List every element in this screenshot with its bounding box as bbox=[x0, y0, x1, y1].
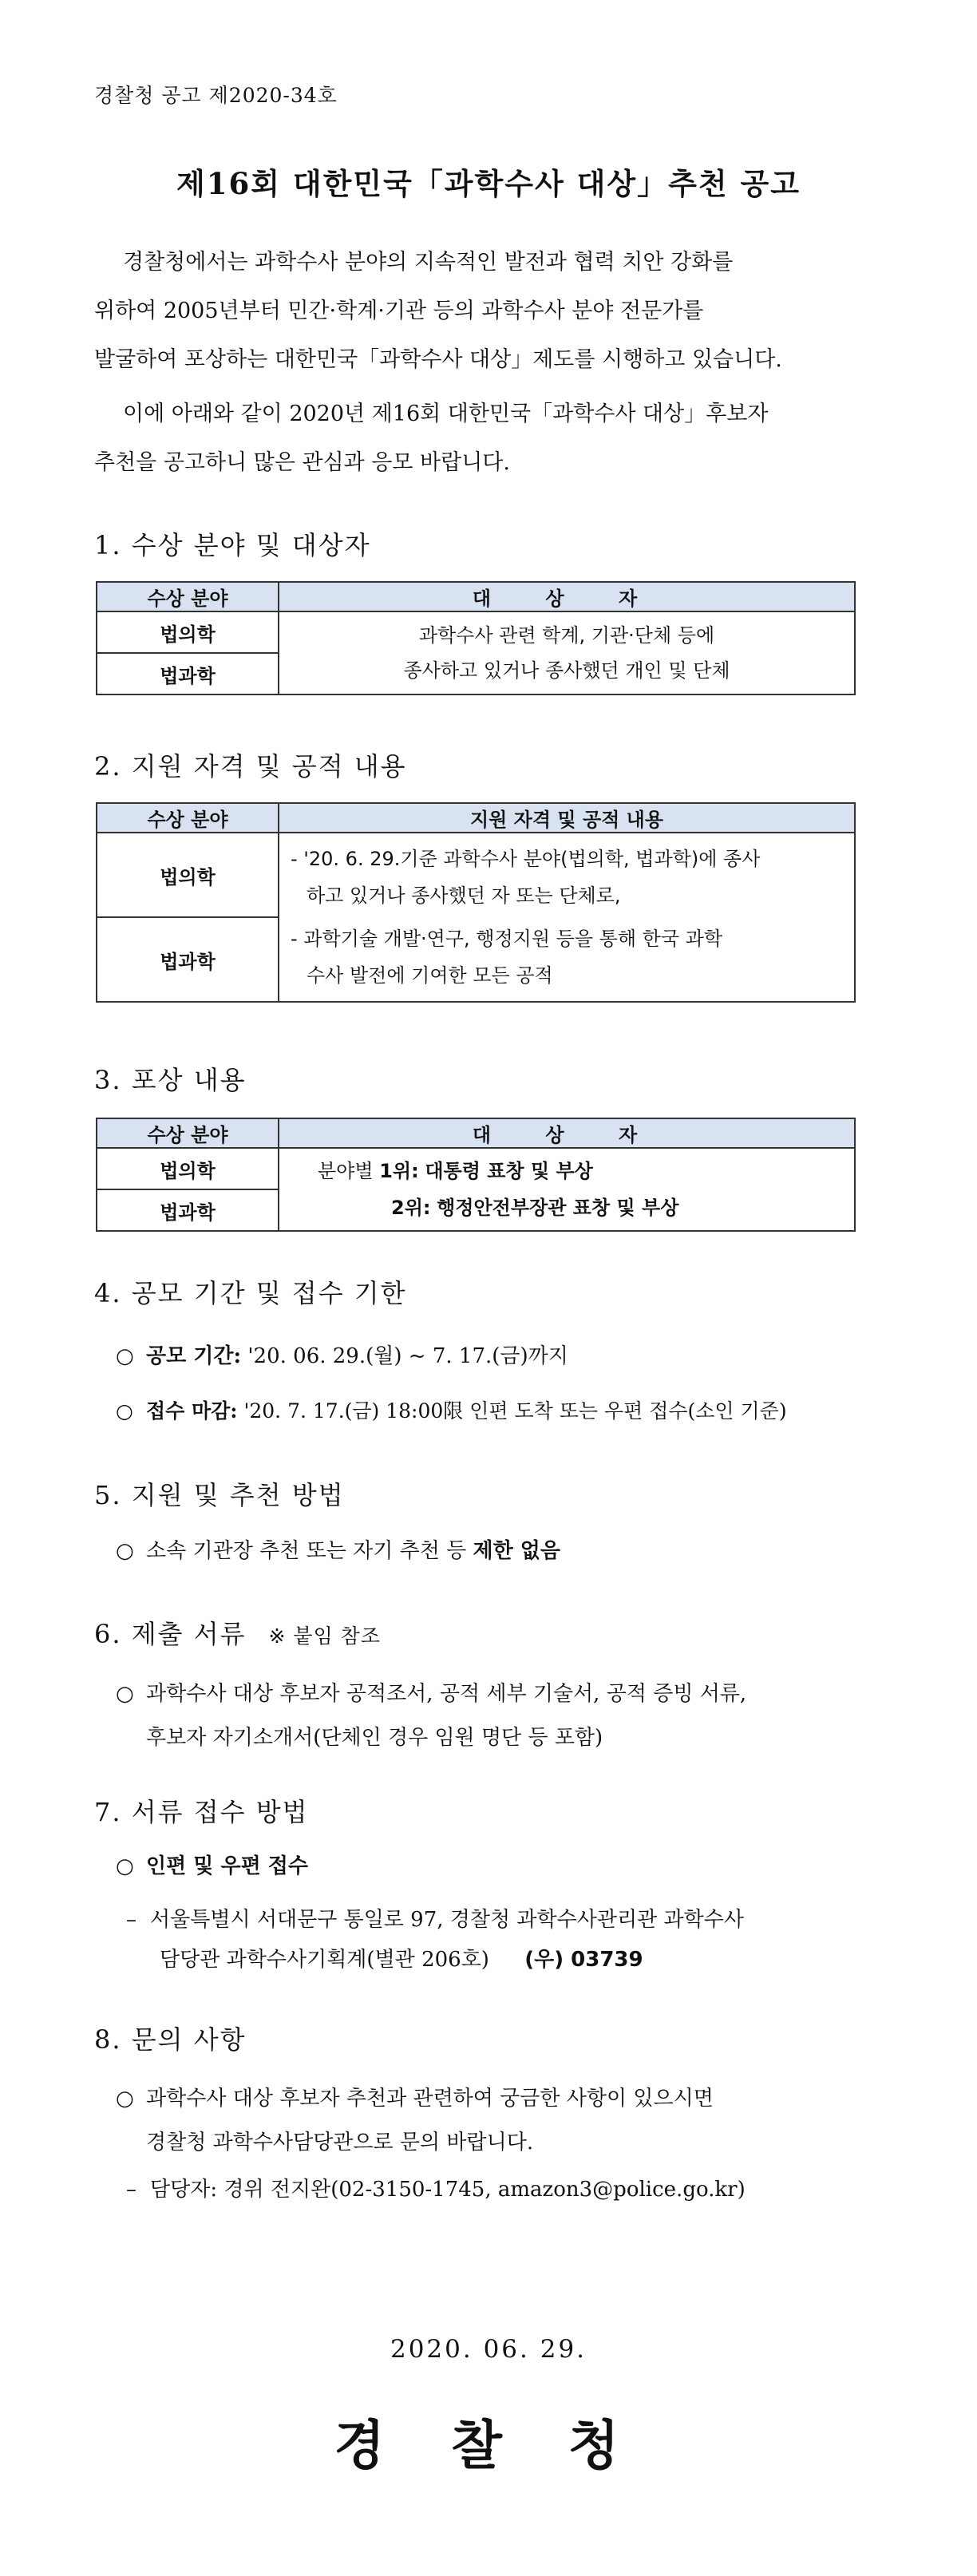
table-cell-description bbox=[279, 833, 855, 1002]
page-title: 제16회 대한민국「과학수사 대상」추천 공고 bbox=[176, 166, 801, 201]
section-7-heading: 7. 서류 접수 방법 bbox=[94, 1797, 309, 1827]
qualification-line: - 과학기술 개발·연구, 행정지원 등을 통해 한국 과학 bbox=[291, 928, 722, 950]
section-3-table bbox=[96, 1118, 856, 1232]
section-3-heading: 3. 포상 내용 bbox=[94, 1065, 247, 1095]
bullet-strong: 제한 없음 bbox=[473, 1539, 561, 1563]
section-6-title: 6. 제출 서류 bbox=[94, 1619, 247, 1649]
table-cell-category: 법과학 bbox=[97, 653, 279, 694]
bullet-item bbox=[116, 2077, 714, 2165]
intro-paragraph-1 bbox=[94, 238, 880, 384]
section-2-table bbox=[96, 802, 856, 1003]
description-line: 과학수사 관련 학계, 기관·단체 등에 bbox=[418, 624, 715, 647]
intro-line: 발굴하여 포상하는 대한민국「과학수사 대상」제도를 시행하고 있습니다. bbox=[94, 347, 782, 372]
intro-line: 위하여 2005년부터 민간·학계·기관 등의 과학수사 분야 전문가를 bbox=[94, 299, 704, 323]
circle-bullet-icon: ○ bbox=[116, 1344, 134, 1368]
notice-number: 경찰청 공고 제2020-34호 bbox=[94, 84, 338, 107]
section-5-heading: 5. 지원 및 추천 방법 bbox=[94, 1480, 345, 1510]
circle-bullet-icon: ○ bbox=[116, 2087, 134, 2111]
address-line: 담당관 과학수사기획계(별관 206호) bbox=[160, 1948, 489, 1972]
description-line: 종사하고 있거나 종사했던 개인 및 단체 bbox=[403, 659, 730, 682]
table-cell-description bbox=[279, 611, 855, 694]
attachment-note: ※ 붙임 참조 bbox=[268, 1624, 381, 1648]
bullet-item bbox=[116, 1850, 308, 1879]
table-header: 수상 분야 bbox=[97, 803, 279, 833]
bullet-value: '20. 06. 29.(월) ~ 7. 17.(금)까지 bbox=[247, 1344, 568, 1368]
section-1-table bbox=[96, 581, 856, 695]
table-header: 지원 자격 및 공적 내용 bbox=[279, 803, 855, 833]
intro-line: 추천을 공고하니 많은 관심과 응모 바랍니다. bbox=[94, 450, 510, 475]
issuer-name: 경 찰 청 bbox=[334, 2414, 643, 2476]
bullet-text: 인편 및 우편 접수 bbox=[146, 1854, 308, 1878]
qualification-line: 수사 발전에 기여한 모든 공적 bbox=[307, 964, 553, 987]
table-cell-category: 법과학 bbox=[97, 1189, 279, 1231]
address-block bbox=[126, 1900, 744, 1980]
contact-block bbox=[126, 2170, 746, 2210]
contact-line: 담당자: 경위 전지완(02-3150-1745, amazon3@police.go.kr) bbox=[150, 2178, 746, 2202]
bullet-label: 접수 마감: bbox=[146, 1399, 238, 1423]
bullet-label: 공모 기간: bbox=[146, 1344, 242, 1368]
prize-rank-2: 2위: bbox=[391, 1197, 431, 1219]
circle-bullet-icon: ○ bbox=[116, 1682, 134, 1706]
bullet-item bbox=[116, 1395, 787, 1424]
qualification-line: - '20. 6. 29.기준 과학수사 분야(법의학, 법과학)에 종사 bbox=[291, 848, 761, 870]
table-cell-category: 법의학 bbox=[97, 1148, 279, 1189]
section-2-heading: 2. 지원 자격 및 공적 내용 bbox=[94, 751, 407, 782]
bullet-item bbox=[116, 1339, 568, 1369]
notice-date: 2020. 06. 29. bbox=[390, 2335, 587, 2364]
qualification-line: 하고 있거나 종사했던 자 또는 단체로, bbox=[307, 884, 621, 907]
table-header: 대 상 자 bbox=[279, 1118, 855, 1148]
bullet-value: '20. 7. 17.(금) 18:00限 인편 도착 또는 우편 접수(소인 기준) bbox=[243, 1399, 787, 1423]
bullet-text: 경찰청 과학수사담당관으로 문의 바랍니다. bbox=[146, 2131, 534, 2155]
table-cell-description bbox=[279, 1148, 855, 1231]
table-cell-category: 법의학 bbox=[97, 833, 279, 917]
prize-line-1 bbox=[318, 1153, 854, 1189]
circle-bullet-icon: ○ bbox=[116, 1539, 134, 1563]
bullet-item bbox=[116, 1534, 560, 1564]
dash-icon: – bbox=[126, 2178, 136, 2202]
zip-code: (우) 03739 bbox=[524, 1948, 643, 1972]
section-8-heading: 8. 문의 사항 bbox=[94, 2024, 247, 2055]
intro-paragraph-2 bbox=[94, 390, 880, 487]
table-header: 수상 분야 bbox=[97, 582, 279, 611]
bullet-text: 과학수사 대상 후보자 추천과 관련하여 궁금한 사항이 있으시면 bbox=[146, 2087, 714, 2111]
section-4-heading: 4. 공모 기간 및 접수 기한 bbox=[94, 1278, 407, 1308]
address-line-2 bbox=[126, 1940, 744, 1980]
bullet-item bbox=[116, 1672, 746, 1760]
prize-text-1: 대통령 표창 및 부상 bbox=[425, 1160, 593, 1182]
section-1-heading: 1. 수상 분야 및 대상자 bbox=[94, 530, 371, 560]
prize-text-2: 행정안전부장관 표창 및 부상 bbox=[437, 1197, 679, 1219]
intro-line: 이에 아래와 같이 2020년 제16회 대한민국「과학수사 대상」후보자 bbox=[123, 402, 769, 426]
circle-bullet-icon: ○ bbox=[116, 1854, 134, 1878]
section-6-heading bbox=[94, 1614, 381, 1651]
prize-line-2 bbox=[318, 1189, 854, 1226]
dash-icon: – bbox=[126, 1908, 136, 1932]
bullet-text: 후보자 자기소개서(단체인 경우 임원 명단 등 포함) bbox=[146, 1726, 603, 1750]
table-header: 대 상 자 bbox=[279, 582, 855, 611]
intro-line: 경찰청에서는 과학수사 분야의 지속적인 발전과 협력 치안 강화를 bbox=[123, 250, 734, 275]
bullet-text: 소속 기관장 추천 또는 자기 추천 등 bbox=[146, 1539, 467, 1563]
table-cell-category: 법의학 bbox=[97, 611, 279, 653]
prize-rank-1: 1위: bbox=[379, 1160, 419, 1182]
table-cell-category: 법과학 bbox=[97, 917, 279, 1002]
table-header: 수상 분야 bbox=[97, 1118, 279, 1148]
address-line: 서울특별시 서대문구 통일로 97, 경찰청 과학수사관리관 과학수사 bbox=[150, 1908, 744, 1932]
bullet-text: 과학수사 대상 후보자 공적조서, 공적 세부 기술서, 공적 증빙 서류, bbox=[146, 1682, 747, 1706]
prize-prefix: 분야별 bbox=[318, 1160, 374, 1182]
circle-bullet-icon: ○ bbox=[116, 1399, 133, 1423]
